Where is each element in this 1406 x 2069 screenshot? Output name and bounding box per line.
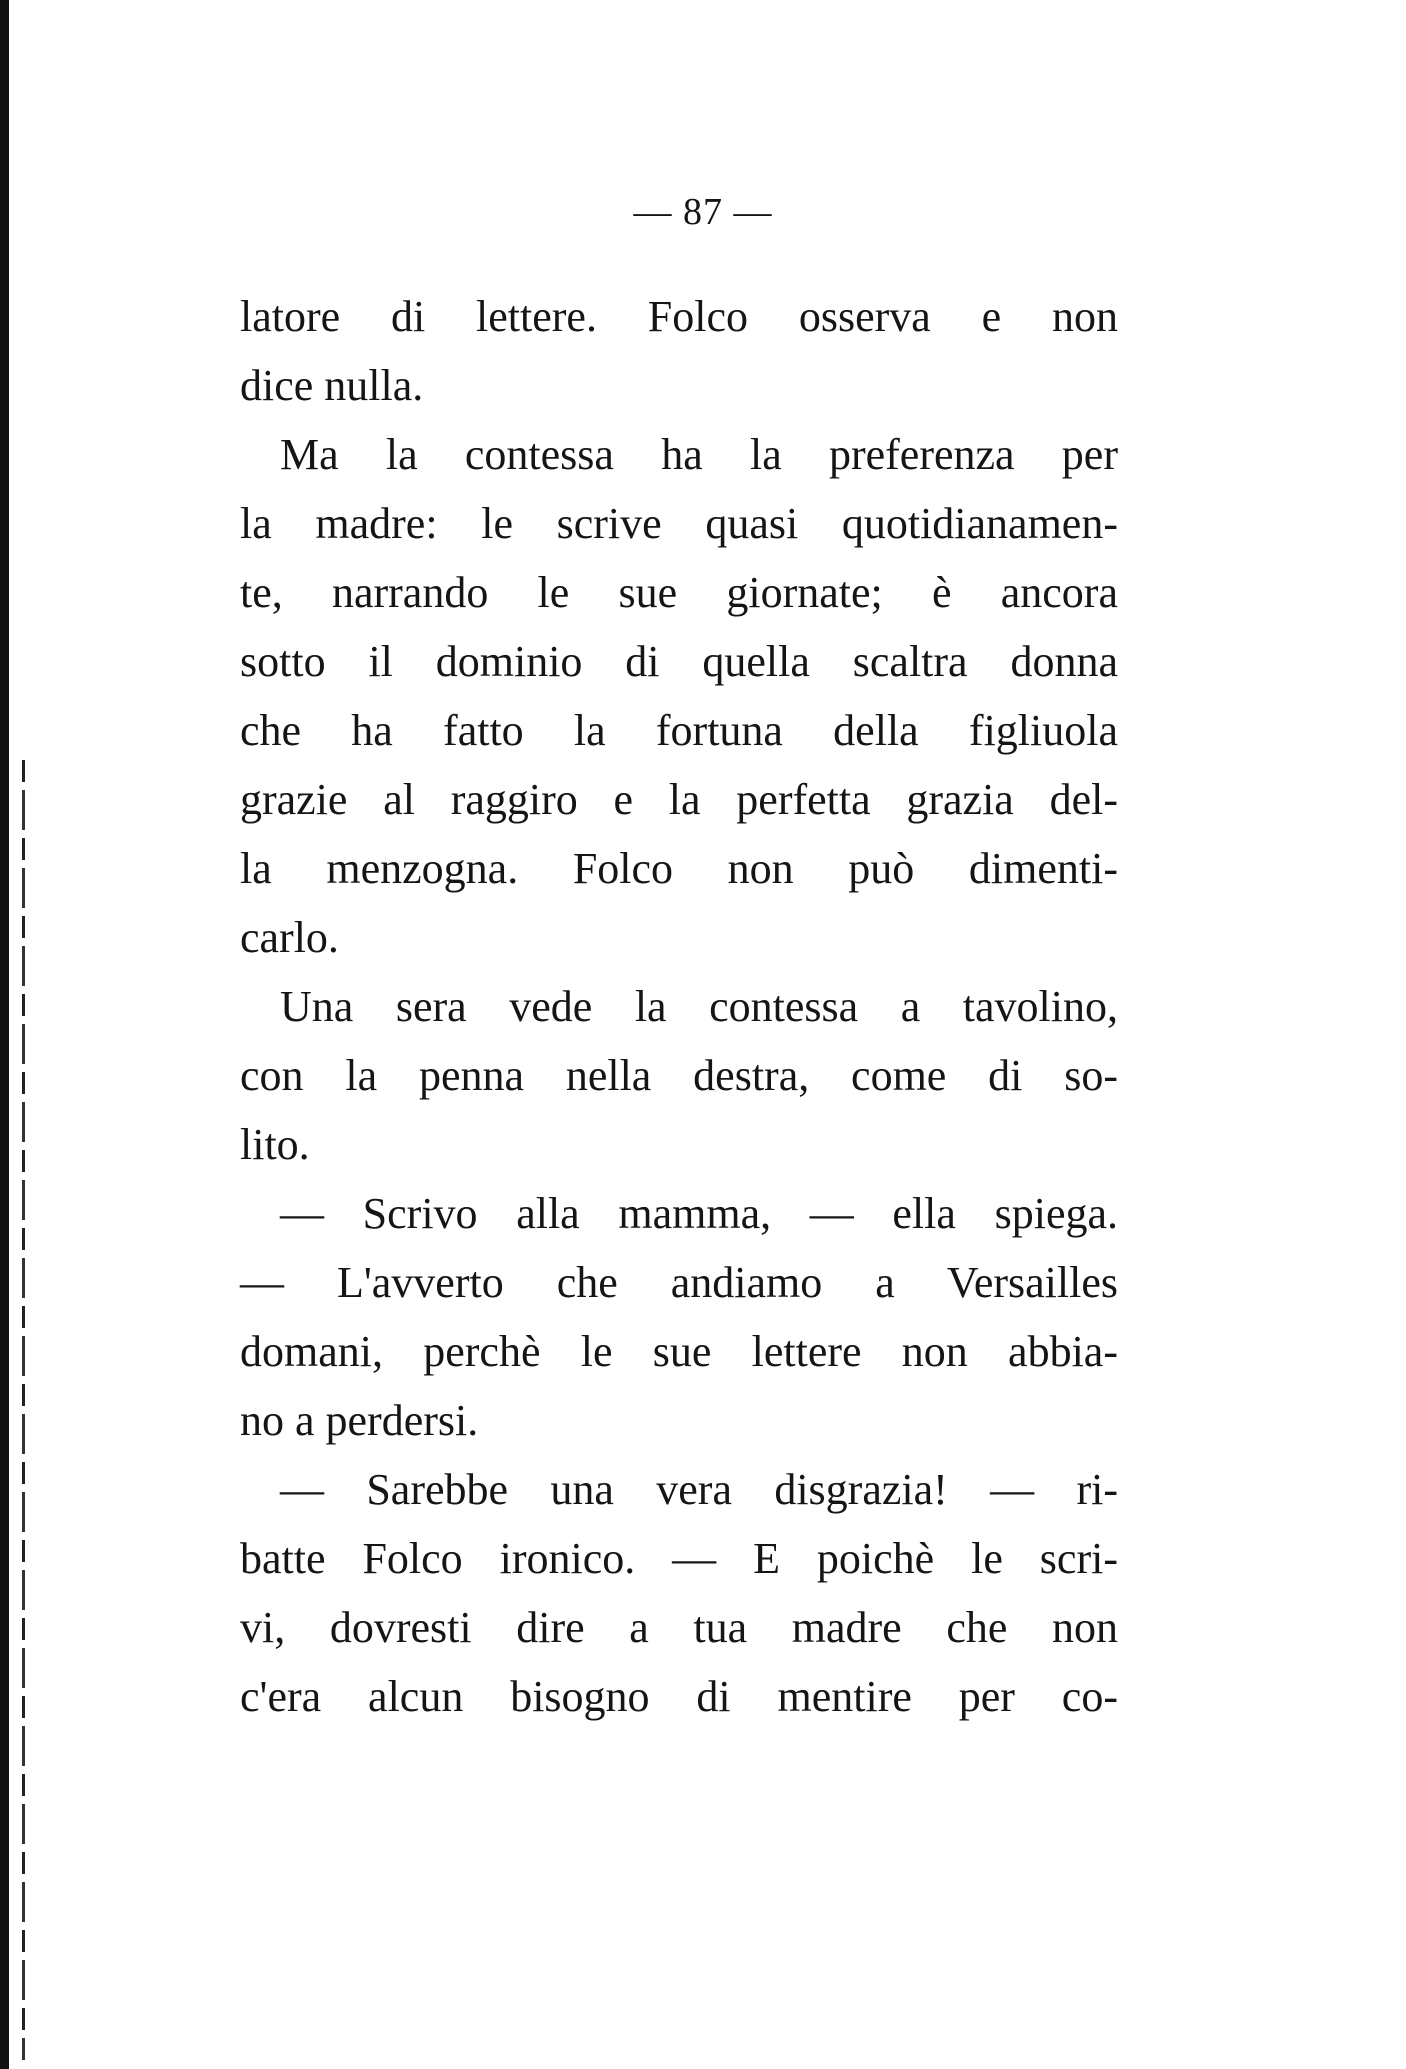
- page-binding-shadow: [22, 760, 25, 2060]
- text-line: c'era alcun bisogno di mentire per co-: [240, 1672, 1118, 1721]
- text-line: — L'avverto che andiamo a Versailles: [240, 1258, 1118, 1307]
- text-line: no a perdersi.: [240, 1396, 479, 1445]
- page-number: — 87 —: [633, 191, 773, 233]
- page-binding-edge: [0, 0, 9, 2069]
- text-line: vi, dovresti dire a tua madre che non: [240, 1603, 1118, 1652]
- text-line: la madre: le scrive quasi quotidianamen-: [240, 499, 1118, 548]
- text-line: Una sera vede la contessa a tavolino,: [280, 982, 1118, 1031]
- text-line: carlo.: [240, 913, 339, 962]
- text-line: con la penna nella destra, come di so-: [240, 1051, 1118, 1100]
- text-line: domani, perchè le sue lettere non abbia-: [240, 1327, 1118, 1376]
- text-line: — Scrivo alla mamma, — ella spiega.: [280, 1189, 1118, 1238]
- text-line: grazie al raggiro e la perfetta grazia del-: [240, 775, 1118, 824]
- text-line: latore di lettere. Folco osserva e non: [240, 292, 1118, 341]
- text-line: la menzogna. Folco non può dimenti-: [240, 844, 1118, 893]
- text-line: dice nulla.: [240, 361, 424, 410]
- text-line: sotto il dominio di quella scaltra donna: [240, 637, 1118, 686]
- text-line: lito.: [240, 1120, 310, 1169]
- text-line: che ha fatto la fortuna della figliuola: [240, 706, 1118, 755]
- text-line: batte Folco ironico. — E poichè le scri-: [240, 1534, 1118, 1583]
- body-text: [240, 282, 1118, 1731]
- text-line: — Sarebbe una vera disgrazia! — ri-: [280, 1465, 1118, 1514]
- text-line: Ma la contessa ha la preferenza per: [280, 430, 1118, 479]
- text-line: te, narrando le sue giornate; è ancora: [240, 568, 1118, 617]
